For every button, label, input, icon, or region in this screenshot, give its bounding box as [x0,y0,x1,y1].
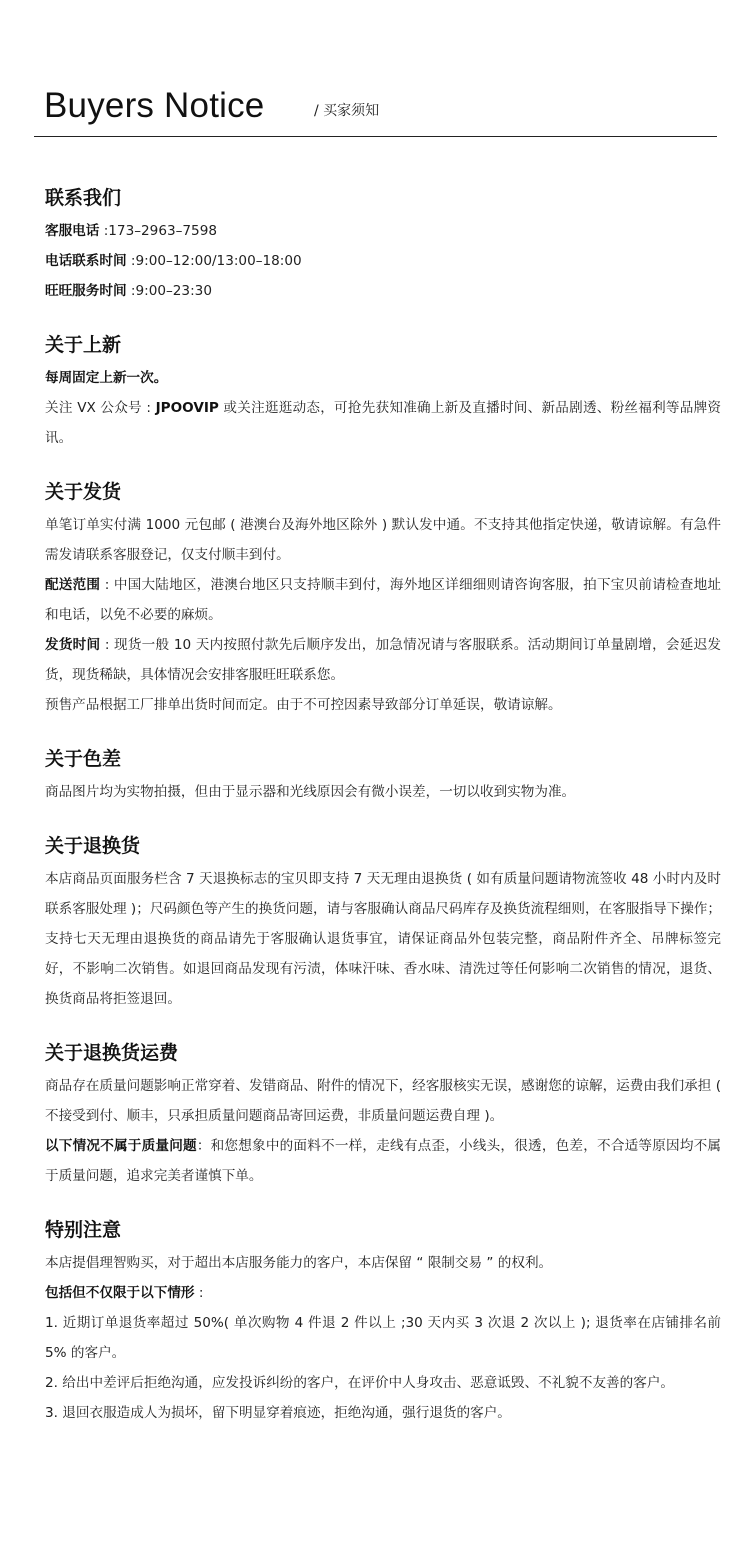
row-label: 旺旺服务时间 [45,283,127,299]
row-value: :173–2963–7598 [99,223,218,239]
color-paragraph: 商品图片均为实物拍摄，但由于显示器和光线原因会有微小误差，一切以收到实物为准。 [45,784,576,800]
dispatch-time-paragraph [45,630,721,690]
not-quality-paragraph [45,1131,721,1191]
not-quality-label: 以下情况不属于质量问题 [45,1138,197,1154]
row-label: 客服电话 [45,223,100,239]
section-title: 联系我们 [45,187,122,209]
contact-phone-row [45,216,721,246]
section-title: 关于上新 [45,334,122,356]
dispatch-time-text: : 现货一般 10 天内按照付款先后顺序发出，加急情况请与客服联系。活动期间订单量剧增，会延迟发货，现货稀缺，具体情况会安排客服旺旺联系您。 [45,637,721,683]
returns-paragraph: 本店商品页面服务栏含 7 天退换标志的宝贝即支持 7 天无理由退换货 ( 如有质量问题请物流签收 48 小时内及时联系客服处理 )；尺码颜色等产生的换货问题，请与客服确认商品尺码库存及换货流程细则，在客服指导下操作；支持七天无理由退换货的商品请先于客服确认退货事宜，请保证商品外包装完整，商品附件齐全、吊牌标签完好，不影响二次销售。如退回商品发现有污渍，体味汗味、香水味、清洗过等任何影响二次销售的情况，退货、换货商品将拒签退回。 [45,871,721,1007]
special-paragraph: 本店提倡理智购买，对于超出本店服务能力的客户，本店保留 “ 限制交易 ” 的权利。 [45,1255,553,1271]
return-shipping-paragraph: 商品存在质量问题影响正常穿着、发错商品、附件的情况下，经客服核实无误，感谢您的谅解，运费由我们承担 ( 不接受到付、顺丰，只承担质量问题商品寄回运费，非质量问题运费自理 )。 [45,1078,721,1124]
delivery-scope-text: : 中国大陆地区，港澳台地区只支持顺丰到付，海外地区详细细则请咨询客服，拍下宝贝前请检查地址和电话，以免不必要的麻烦。 [45,577,722,623]
include-colon: : [194,1285,204,1301]
section-title: 特别注意 [45,1219,122,1241]
section-title: 关于色差 [45,748,122,770]
section-title: 关于退换货运费 [45,1042,179,1064]
list-item: 2. 给出中差评后拒绝沟通，应发投诉纠纷的客户，在评价中人身攻击、恶意诋毁、不礼貌不友善的客户。 [45,1375,675,1391]
page-header [34,84,717,137]
follow-text-rest: 或关注逛逛动态，可抢先获知准确上新及直播时间、新品剧透、粉丝福利等品牌资讯。 [45,400,721,446]
not-quality-text: ：和您想象中的面料不一样，走线有点歪，小线头，很透，色差，不合适等原因均不属于质量问题，追求完美者谨慎下单。 [45,1138,722,1184]
section-new-arrivals [45,331,721,453]
vx-account: JPOOVIP [155,400,219,416]
dispatch-time-label: 发货时间 [45,637,101,653]
contact-hours-row [45,246,721,276]
list-item: 3. 退回衣服造成人为损坏，留下明显穿着痕迹，拒绝沟通，强行退货的客户。 [45,1405,511,1421]
delivery-scope-label: 配送范围 [45,577,101,593]
contact-wangwang-row [45,276,721,306]
section-title: 关于发货 [45,481,122,503]
follow-paragraph [45,393,721,453]
page-subtitle: / 买家须知 [314,103,380,119]
list-item: 1. 近期订单退货率超过 50%( 单次购物 4 件退 2 件以上 ;30 天内买 3 次退 2 次以上 ); 退货率在店铺排名前 5% 的客户。 [45,1315,721,1361]
section-color-difference [45,745,721,807]
shipping-paragraph: 单笔订单实付满 1000 元包邮 ( 港澳台及海外地区除外 ) 默认发中通。不支持其他指定快递，敬请谅解。有急件需发请联系客服登记，仅支付顺丰到付。 [45,517,721,563]
page-title: Buyers Notice [44,86,265,125]
section-contact [45,184,721,306]
row-value: :9:00–12:00/13:00–18:00 [126,253,302,269]
delivery-scope-paragraph [45,570,721,630]
section-title: 关于退换货 [45,835,141,857]
section-shipping [45,478,721,720]
presale-paragraph: 预售产品根据工厂排单出货时间而定。由于不可控因素导致部分订单延误，敬请谅解。 [45,697,562,713]
include-label: 包括但不仅限于以下情形 [45,1285,195,1301]
follow-text: 关注 VX 公众号 : [45,400,156,416]
row-value: :9:00–23:30 [126,283,212,299]
row-label: 电话联系时间 [45,253,127,269]
section-special-notice [45,1216,721,1428]
notice-content [45,184,721,1453]
weekly-update-note: 每周固定上新一次。 [45,370,168,386]
include-row [45,1278,721,1308]
section-return-shipping [45,1039,721,1191]
section-returns [45,832,721,1014]
